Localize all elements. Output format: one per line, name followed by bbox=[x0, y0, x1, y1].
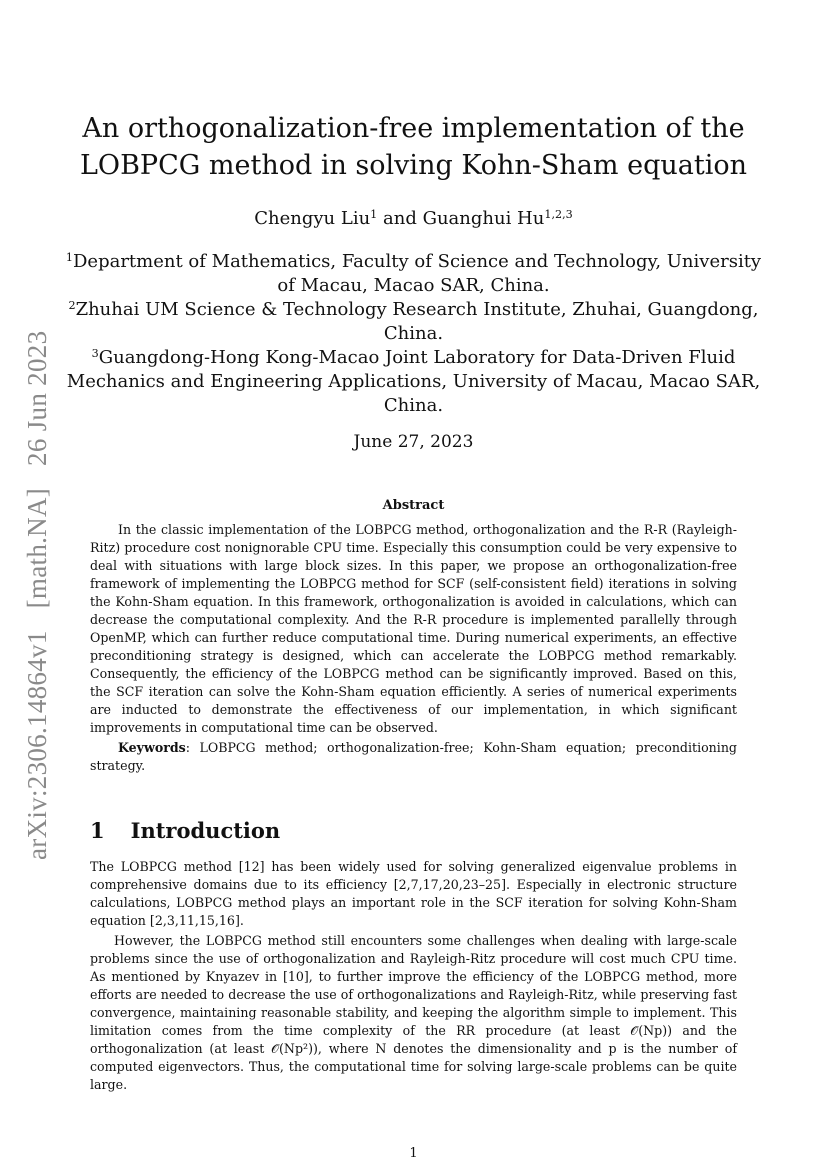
paper-date: June 27, 2023 bbox=[353, 432, 474, 452]
section-title: Introduction bbox=[130, 818, 281, 843]
paper-title bbox=[60, 110, 767, 184]
author-affil-sup: 1 bbox=[370, 207, 378, 221]
author-affil-sup: 1,2,3 bbox=[544, 207, 573, 221]
affiliation-sup: 1 bbox=[65, 250, 73, 264]
author-list bbox=[60, 208, 767, 229]
title-line: An orthogonalization-free implementation of the bbox=[82, 113, 745, 144]
arxiv-id: arXiv:2306.14864v1 bbox=[22, 630, 52, 860]
arxiv-category: [math.NA] bbox=[22, 487, 52, 609]
affiliation-list bbox=[55, 250, 772, 418]
author-name: Guanghui Hu bbox=[422, 208, 545, 229]
affiliation-sup: 2 bbox=[68, 298, 76, 312]
affiliation-text: Guangdong-Hong Kong-Macao Joint Laboratory for Data-Driven Fluid Mechanics and Engineering Applications, University of Macau, Macao SAR, China. bbox=[66, 347, 761, 416]
arxiv-stamp bbox=[22, 309, 53, 860]
affiliation bbox=[55, 250, 772, 298]
affiliation bbox=[55, 298, 772, 346]
author-joiner: and bbox=[377, 208, 423, 229]
title-line: LOBPCG method in solving Kohn-Sham equation bbox=[80, 150, 747, 181]
keywords bbox=[90, 739, 737, 775]
paragraph: However, the LOBPCG method still encounters some challenges when dealing with large-scale problems since the use of orthogonalization and Rayleigh-Ritz procedure will cost much CPU time. As mentioned by Knyazev in [10], to further improve the efficiency of the LOBPCG method, more efforts are needed to decrease the use of orthogonalizations and Rayleigh-Ritz, while preserving fast convergence, maintaining reasonable stability, and keeping the algorithm simple to implement. This limitation comes from the time complexity of the RR procedure (at least 𝒪(Np)) and the orthogonalization (at least 𝒪(Np²)), where N denotes the dimensionality and p is the number of computed eigenvectors. Thus, the computational time for solving large-scale problems can be quite large. bbox=[90, 933, 737, 1092]
abstract-heading: Abstract bbox=[382, 498, 445, 513]
page-number: 1 bbox=[409, 1146, 418, 1161]
abstract bbox=[90, 521, 737, 775]
introduction-body bbox=[90, 858, 737, 1094]
affiliation-text: Zhuhai UM Science & Technology Research Institute, Zhuhai, Guangdong, China. bbox=[75, 299, 759, 344]
keywords-text: : LOBPCG method; orthogonalization-free; Kohn-Sham equation; preconditioning strategy. bbox=[90, 740, 737, 773]
abstract-body: In the classic implementation of the LOBPCG method, orthogonalization and the R-R (Rayleigh-Ritz) procedure cost nonignorable CPU time. Especially this consumption could be very expensive to deal with situations with large block sizes. In this paper, we propose an orthogonalization-free framework of implementing the LOBPCG method for SCF (self-consistent field) iterations in solving the Kohn-Sham equation. In this framework, orthogonalization is avoided in calculations, which can decrease the computational complexity. And the R-R procedure is implemented parallelly through OpenMP, which can further reduce computational time. During numerical experiments, an effective preconditioning strategy is designed, which can accelerate the LOBPCG method remarkably. Consequently, the efficiency of the LOBPCG method can be significantly improved. Based on this, the SCF iteration can solve the Kohn-Sham equation efficiently. A series of numerical experiments are inducted to demonstrate the effectiveness of our implementation, in which significant improvements in computational time can be observed. bbox=[90, 522, 737, 735]
section-number: 1 bbox=[90, 818, 105, 843]
affiliation-text: Department of Mathematics, Faculty of Science and Technology, University of Macau, Macao SAR, China. bbox=[72, 251, 762, 296]
affiliation-sup: 3 bbox=[91, 346, 99, 360]
affiliation bbox=[55, 346, 772, 418]
arxiv-date: 26 Jun 2023 bbox=[22, 330, 52, 466]
paragraph: The LOBPCG method [12] has been widely used for solving generalized eigenvalue problems in comprehensive domains due to its efficiency [2,7,17,20,23–25]. Especially in electronic structure calculations, LOBPCG method plays an important role in the SCF iteration for solving Kohn-Sham equation [2,3,11,15,16]. bbox=[90, 859, 737, 928]
author-name: Chengyu Liu bbox=[254, 208, 371, 229]
keywords-label: Keywords bbox=[118, 740, 186, 755]
section-heading bbox=[90, 818, 280, 843]
